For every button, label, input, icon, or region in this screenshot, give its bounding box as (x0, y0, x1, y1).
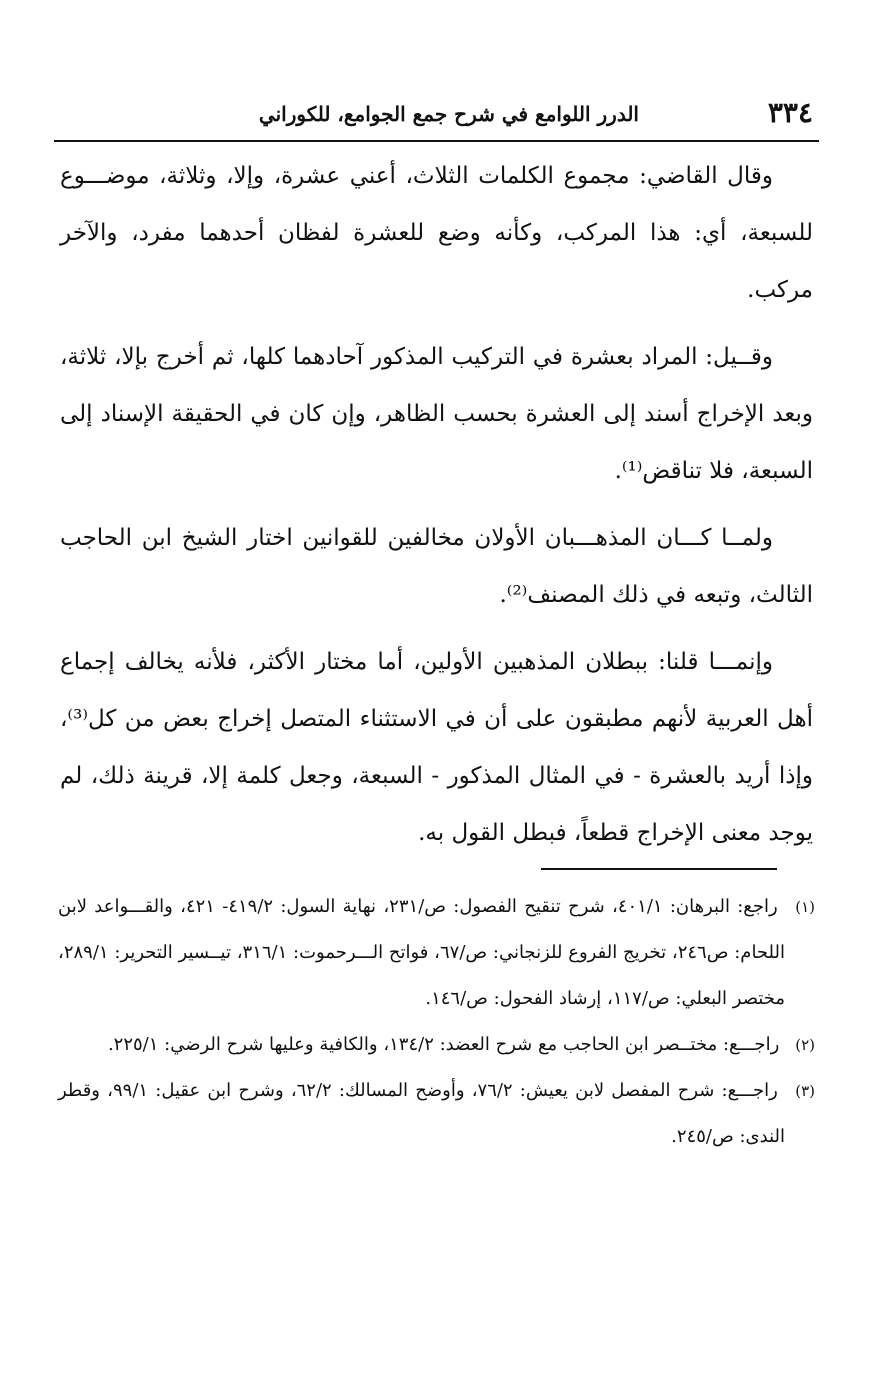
footnote-text: راجع: البرهان: ٤٠١/١، شرح تنقيح الفصول: ص/٢٣١، نهاية السول: ٤١٩/٢- ٤٢١، والقـــواعد لابن اللحام: ص٢٤٦، تخريج الفروع للزنجاني: ص/٦٧، فواتح الـــرحموت: ٣١٦/١، تيــسير التحرير: ٢٨٩/١، مختصر البعلي: ص/١١٧، إرشاد الفحول: ص/١٤٦. (58, 896, 785, 1009)
running-title: الدرر اللوامع في شرح جمع الجوامع، للكوراني (258, 102, 639, 126)
footnote-text: راجـــع: مختــصر ابن الحاجب مع شرح العضد: ١٣٤/٢، والكافية وعليها شرح الرضي: ٢٢٥/١. (107, 1034, 780, 1055)
paragraph-2: وقــيل: المراد بعشرة في التركيب المذكور آحادهما كلها، ثم أخرج بإلا، ثلاثة، وبعد الإخراج أسند إلى العشرة بحسب الظاهر، وإن كان في الحقيقة الإسناد إلى السبعة، فلا تناقض⁽¹⁾. (60, 344, 813, 484)
main-text (60, 148, 813, 872)
paragraph-1: وقال القاضي: مجموع الكلمات الثلاث، أعني عشرة، وإلا، وثلاثة، موضـــوع للسبعة، أي: هذا المركب، وكأنه وضع للعشرة لفظان أحدهما مفرد، والآخر مركب. (60, 163, 813, 303)
paragraph-3: ولمــا كـــان المذهـــبان الأولان مخالفين للقوانين اختار الشيخ ابن الحاجب الثالث، وتبعه في ذلك المصنف⁽²⁾. (60, 525, 813, 608)
footnotes (58, 884, 815, 1160)
page-number: ٣٣٤ (767, 96, 813, 129)
footnote-number: (٢) (795, 1036, 815, 1054)
footnote-1 (58, 884, 815, 1022)
page-header (54, 92, 819, 142)
footnote-2 (58, 1022, 815, 1068)
footnote-divider (541, 868, 777, 870)
footnote-number: (١) (795, 898, 815, 916)
footnote-text: راجـــع: شرح المفصل لابن يعيش: ٧٦/٢، وأوضح المسالك: ٦٢/٢، وشرح ابن عقيل: ٩٩/١، وقطر الندى: ص/٢٤٥. (58, 1080, 785, 1147)
footnote-number: (٣) (795, 1082, 815, 1100)
paragraph-4: وإنمـــا قلنا: ببطلان المذهبين الأولين، أما مختار الأكثر، فلأنه يخالف إجماع أهل العربية لأنهم مطبقون على أن في الاستثناء المتصل إخراج بعض من كل⁽³⁾، وإذا أريد بالعشرة - في المثال المذكور - السبعة، وجعل كلمة إلا، قرينة ذلك، لم يوجد معنى الإخراج قطعاً، فبطل القول به. (60, 649, 813, 846)
footnote-3 (58, 1068, 815, 1160)
